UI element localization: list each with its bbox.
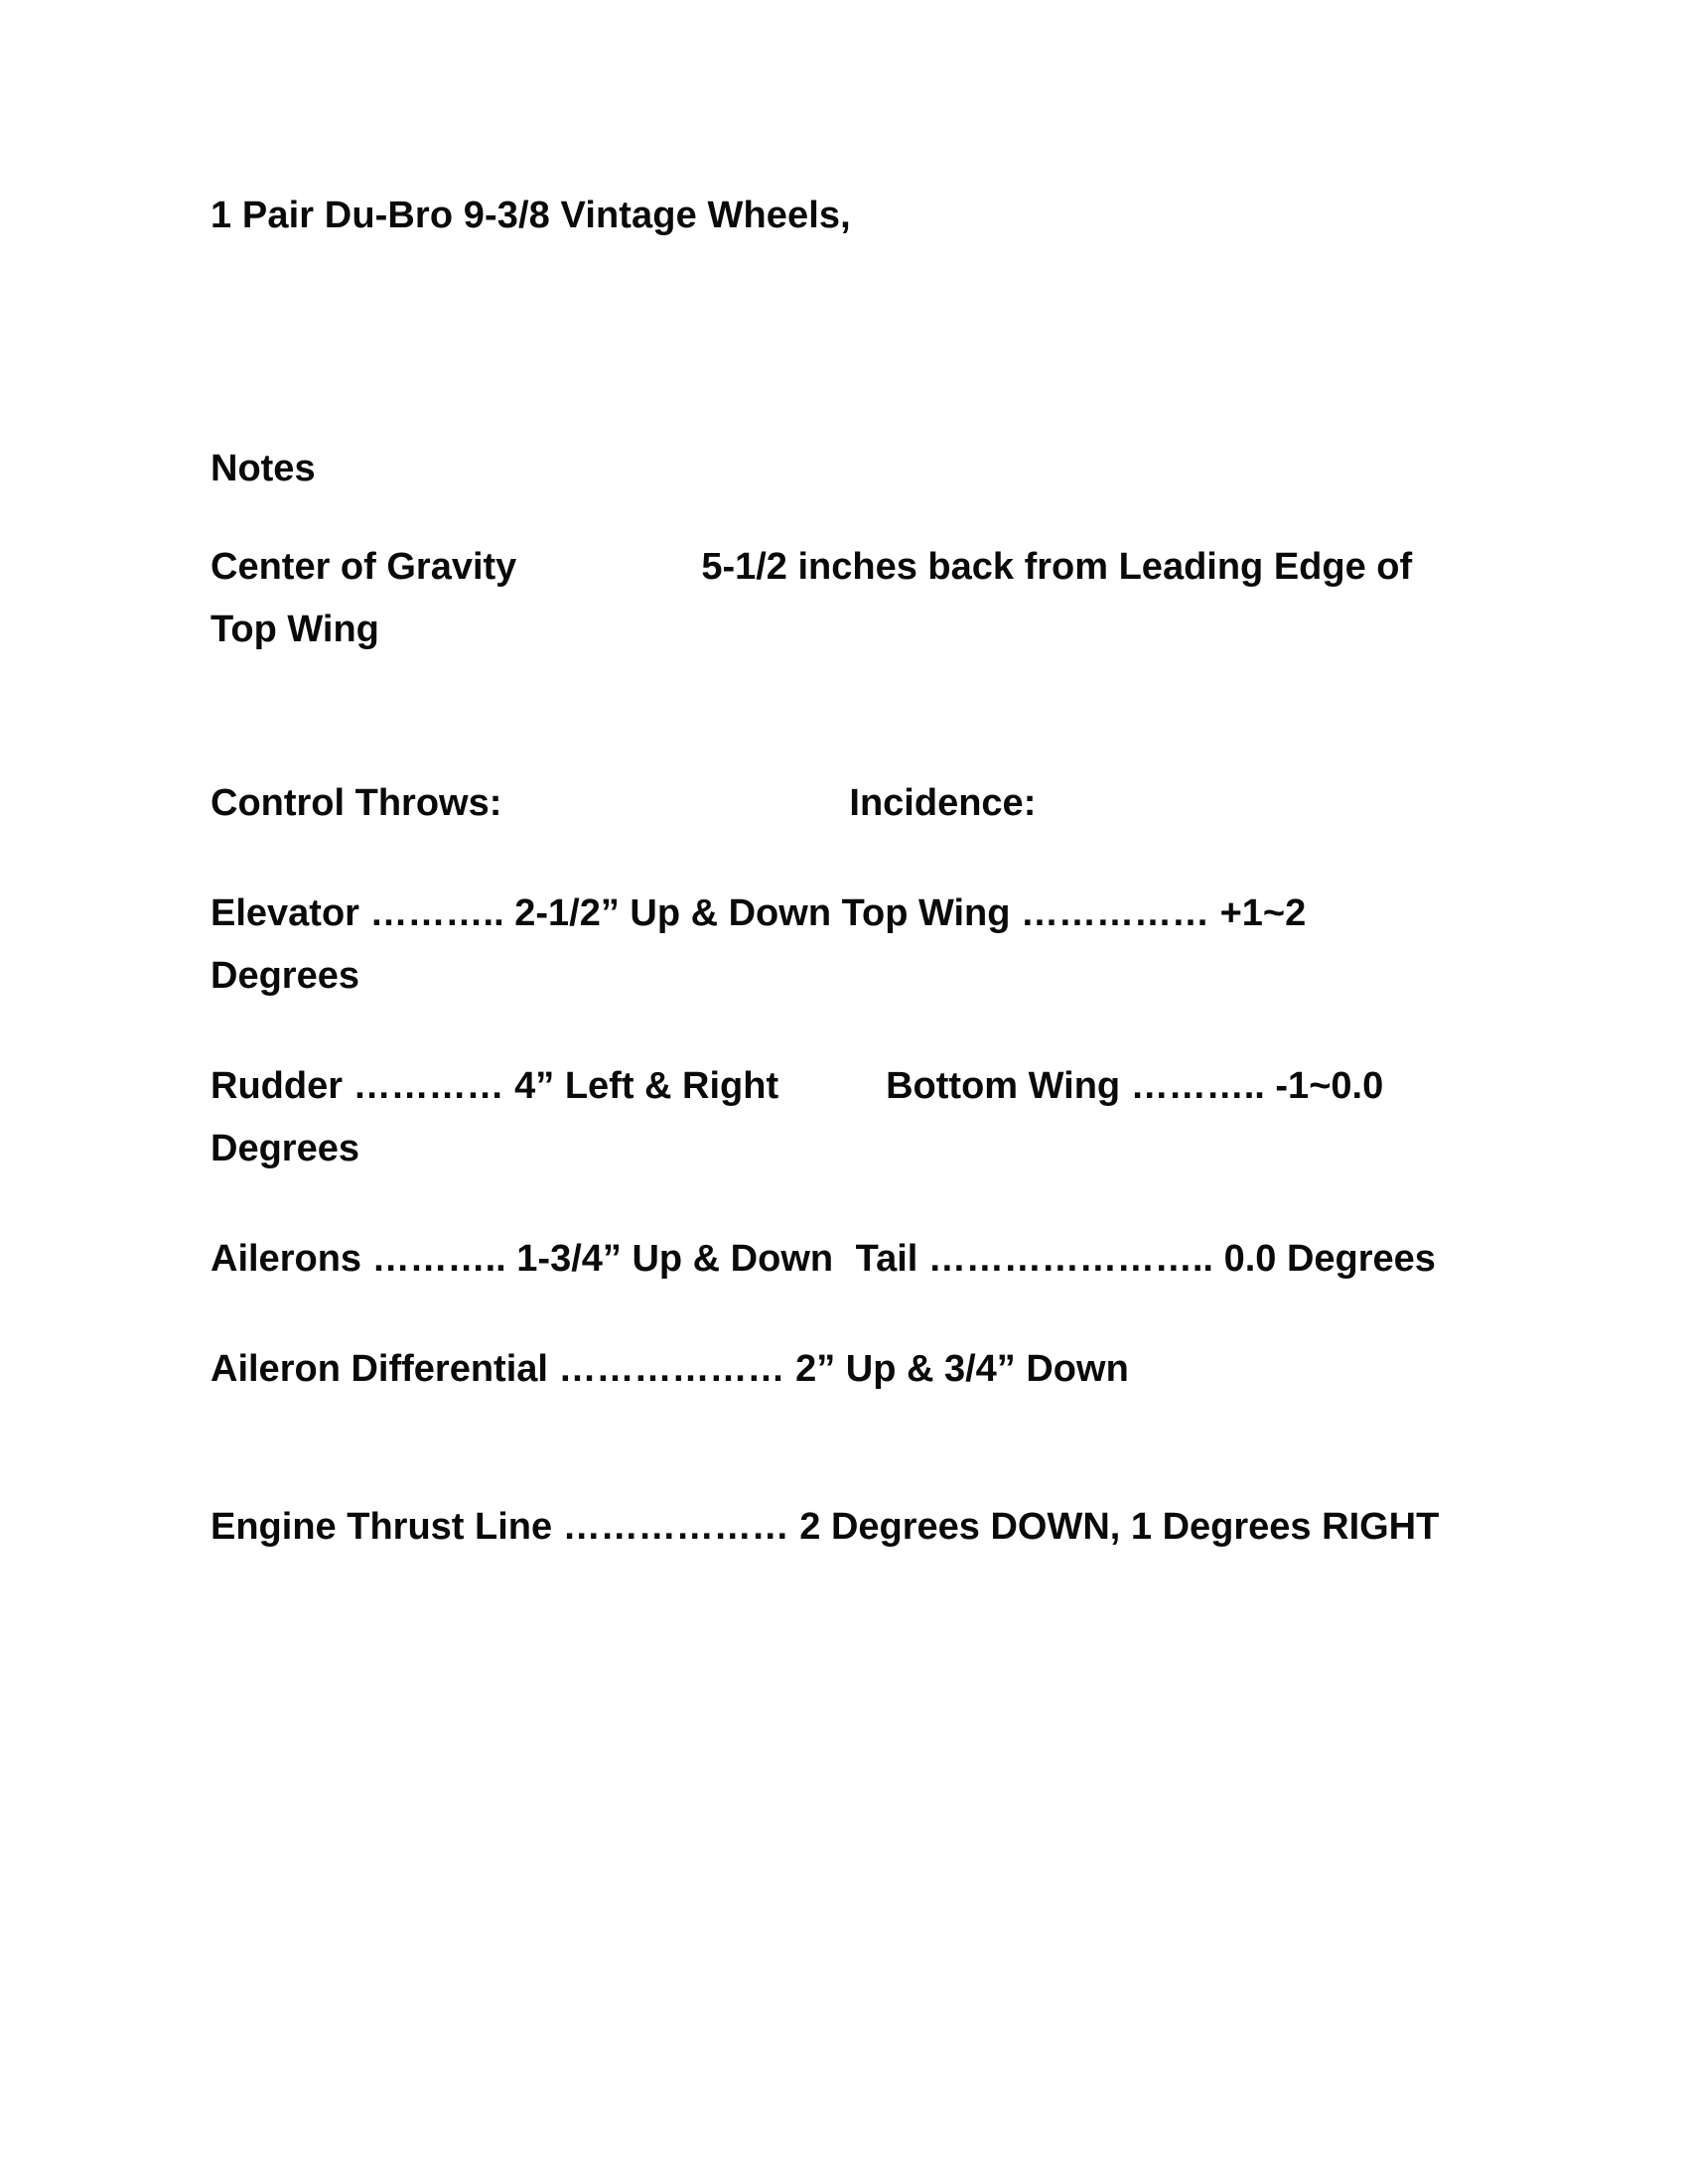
- center-of-gravity-row: [211, 536, 1442, 661]
- document-body: [211, 185, 1442, 1559]
- spacer-after-elevator: [211, 1008, 1442, 1055]
- bottom-wing-label: Bottom Wing: [886, 1065, 1121, 1107]
- center-of-gravity-label: Center of Gravity: [211, 546, 517, 588]
- top-wing-incidence-value: +1~2 Degrees: [211, 892, 1307, 997]
- rudder-row: [211, 1055, 1442, 1180]
- aileron-differential-dots-icon: ………………: [558, 1348, 785, 1390]
- spacer-before-engine-thrust-line: [211, 1401, 1442, 1496]
- rudder-dots-icon: …………: [352, 1065, 504, 1107]
- elevator-row: [211, 883, 1442, 1008]
- spacer-before-control-throws: [211, 661, 1442, 772]
- section-headers-row: [211, 772, 1442, 835]
- control-throws-header: Control Throws:: [211, 782, 502, 824]
- spacer-after-notes-heading: [211, 500, 1442, 536]
- engine-thrust-line-dots-icon: ………………: [562, 1506, 789, 1548]
- ailerons-dots-icon: ………..: [371, 1238, 506, 1280]
- elevator-label: Elevator: [211, 892, 359, 934]
- center-of-gravity-value: 5-1/2 inches back from Leading Edge of Top Wing: [211, 546, 1413, 650]
- incidence-header: Incidence:: [849, 782, 1037, 824]
- ailerons-value: 1-3/4” Up & Down: [516, 1238, 834, 1280]
- spacer-after-headers: [211, 835, 1442, 883]
- elevator-value: 2-1/2” Up & Down: [514, 892, 832, 934]
- rudder-value: 4” Left & Right: [514, 1065, 779, 1107]
- engine-thrust-line-value: 2 Degrees DOWN, 1 Degrees RIGHT: [799, 1506, 1440, 1548]
- bottom-wing-incidence-value: -1~0.0 Degrees: [211, 1065, 1384, 1169]
- spacer-after-rudder: [211, 1180, 1442, 1228]
- ailerons-label: Ailerons: [211, 1238, 362, 1280]
- bottom-wing-dots-icon: ………..: [1130, 1065, 1265, 1107]
- engine-thrust-line-row: [211, 1496, 1442, 1559]
- elevator-dots-icon: ………..: [369, 892, 504, 934]
- top-wing-dots-icon: ……………: [1021, 892, 1210, 934]
- spacer-after-parts-line: [211, 247, 1442, 438]
- top-wing-label: Top Wing: [841, 892, 1011, 934]
- tail-incidence-value: 0.0 Degrees: [1223, 1238, 1436, 1280]
- rudder-label: Rudder: [211, 1065, 343, 1107]
- parts-list-line: 1 Pair Du-Bro 9-3/8 Vintage Wheels,: [211, 195, 851, 236]
- aileron-differential-label: Aileron Differential: [211, 1348, 548, 1390]
- tail-label: Tail: [855, 1238, 918, 1280]
- aileron-differential-row: [211, 1338, 1442, 1401]
- aileron-differential-value: 2” Up & 3/4” Down: [795, 1348, 1129, 1390]
- engine-thrust-line-label: Engine Thrust Line: [211, 1506, 553, 1548]
- notes-heading: Notes: [211, 448, 316, 489]
- tail-dots-icon: …………………..: [927, 1238, 1213, 1280]
- ailerons-row: [211, 1228, 1442, 1291]
- spacer-after-ailerons: [211, 1291, 1442, 1338]
